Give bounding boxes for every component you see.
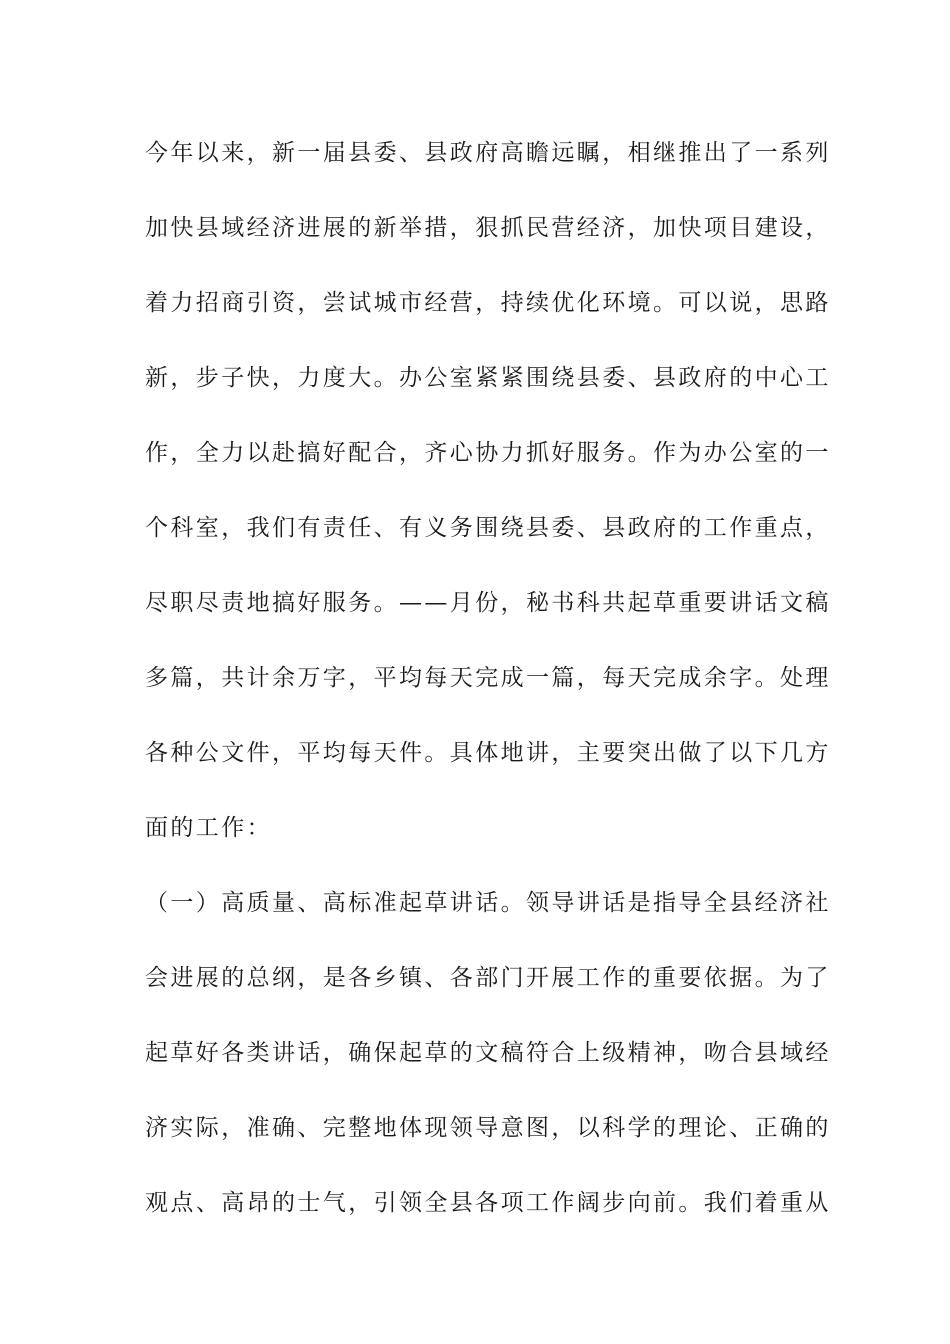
body-text xyxy=(145,133,831,1258)
text-line: 作，全力以赴搞好配合，齐心协力抓好服务。作为办公室的一 xyxy=(145,440,831,466)
text-line: 尽职尽责地搞好服务。——月份，秘书科共起草重要讲话文稿 xyxy=(145,590,831,616)
text-line: 起草好各类讲话，确保起草的文稿符合上级精神，吻合县域经 xyxy=(145,1040,831,1066)
text-line: 观点、高昂的士气，引领全县各项工作阔步向前。我们着重从 xyxy=(145,1190,831,1216)
text-line: 个科室，我们有责任、有义务围绕县委、县政府的工作重点， xyxy=(145,515,831,541)
text-line: 会进展的总纲，是各乡镇、各部门开展工作的重要依据。为了 xyxy=(145,965,831,991)
text-line: 面的工作： xyxy=(145,815,272,841)
text-line: （一）高质量、高标准起草讲话。领导讲话是指导全县经济社 xyxy=(145,890,831,916)
text-line: 各种公文件，平均每天件。具体地讲，主要突出做了以下几方 xyxy=(145,740,831,766)
text-line: 济实际，准确、完整地体现领导意图，以科学的理论、正确的 xyxy=(145,1115,831,1141)
text-line: 多篇，共计余万字，平均每天完成一篇，每天完成余字。处理 xyxy=(145,665,831,691)
text-line: 着力招商引资，尝试城市经营，持续优化环境。可以说，思路 xyxy=(145,290,831,316)
text-line: 今年以来，新一届县委、县政府高瞻远瞩，相继推出了一系列 xyxy=(145,140,831,166)
text-line: 加快县域经济进展的新举措，狠抓民营经济，加快项目建设， xyxy=(145,215,831,241)
text-line: 新，步子快，力度大。办公室紧紧围绕县委、县政府的中心工 xyxy=(145,365,831,391)
